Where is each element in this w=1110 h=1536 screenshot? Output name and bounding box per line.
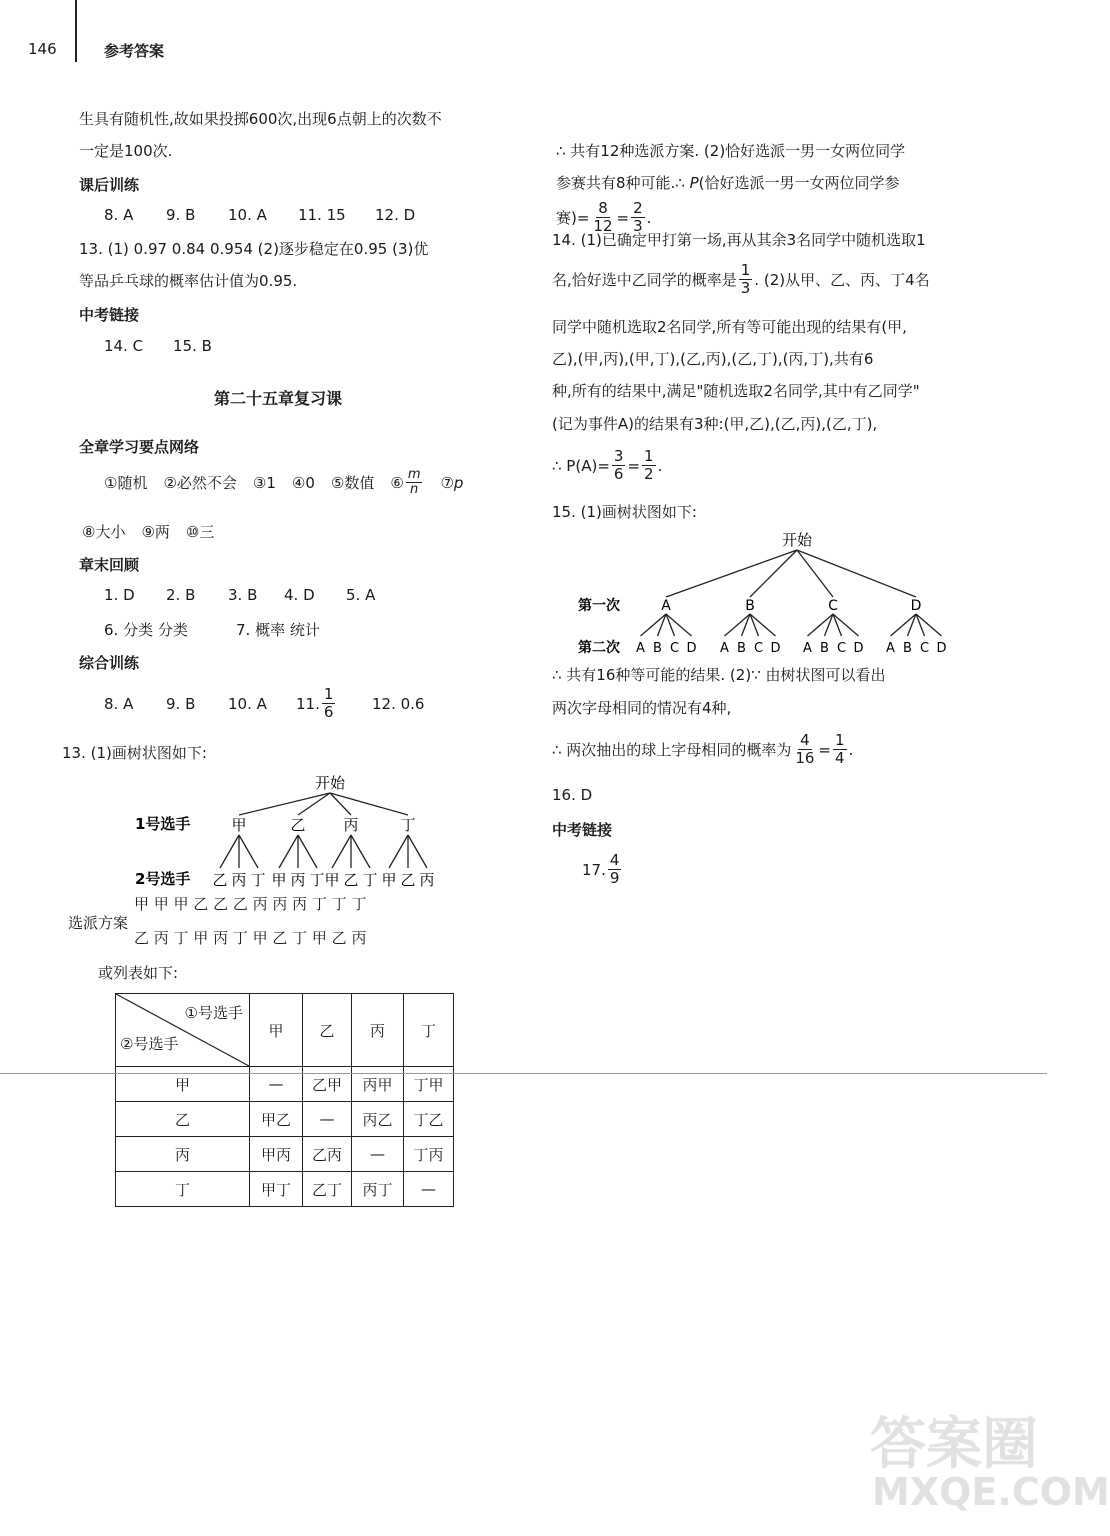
- tree-leaf: 丁: [362, 871, 378, 889]
- tree-leaf: 甲: [271, 871, 287, 889]
- tree-leaf: 丙: [290, 871, 306, 889]
- tree-leaf: 乙: [343, 871, 359, 889]
- answer-item: 14. C: [104, 337, 144, 355]
- tree-branches: [212, 793, 434, 889]
- table-row: [116, 1067, 454, 1102]
- q14-line-7: ∴ P(A)= $\frac{3}{6}$ = $\frac{1}{2}$ .: [552, 447, 663, 483]
- page-number: 146: [28, 40, 57, 58]
- tree-leaf: 丙: [419, 871, 435, 889]
- tree-diagram-letters: [575, 528, 975, 658]
- tree-leaf: C: [669, 641, 680, 656]
- tree-leaf: B: [737, 641, 746, 656]
- outline-item: ③1: [252, 473, 276, 492]
- right-line-2: 参赛共有8种可能.∴ P(恰好选派一男一女两位同学参: [556, 174, 900, 192]
- table-row-header: 甲: [116, 1067, 250, 1102]
- review-heading: 章末回顾: [79, 556, 140, 574]
- outline-item: ⑤数值: [330, 474, 375, 492]
- fraction: $\frac{2}{3}$: [633, 199, 643, 235]
- tree-leaf: 甲: [381, 871, 397, 889]
- table-row-header: 丙: [116, 1137, 250, 1172]
- table-cell: 乙丙: [303, 1137, 352, 1172]
- tree-branches: [636, 550, 946, 656]
- tree-node: 丁: [400, 816, 416, 834]
- tree-node: 丙: [343, 816, 359, 834]
- comprehensive-heading: 综合训练: [79, 654, 140, 672]
- fraction-m-over-n: $\frac{m}{n}$: [407, 467, 421, 497]
- answer-item: 9. B: [166, 694, 196, 713]
- table-corner-cell: [116, 994, 250, 1067]
- table-cell: —: [352, 1137, 404, 1172]
- outline-heading: 全章学习要点网络: [79, 438, 200, 456]
- table-cell: —: [250, 1067, 303, 1102]
- tree-edge: [389, 835, 408, 868]
- tree-edge: [279, 835, 298, 868]
- corner-top-label: ①号选手: [184, 1004, 243, 1022]
- answer-item: 8. A: [104, 206, 134, 224]
- tree-leaf: A: [636, 641, 645, 656]
- answer-item: 4. D: [284, 586, 315, 604]
- tree-edge: [750, 550, 797, 597]
- exam-link-heading: 中考链接: [79, 306, 140, 324]
- watermark-url: MXQE.COM: [872, 1470, 1110, 1514]
- tree-leaf: 丁: [309, 871, 325, 889]
- table-cell: —: [303, 1102, 352, 1137]
- tree-leaf: A: [803, 641, 812, 656]
- q15-intro: 15. (1)画树状图如下:: [552, 503, 697, 521]
- after-class-heading: 课后训练: [79, 176, 140, 194]
- outline-item-6: ⑥ $\frac{m}{n}$: [390, 467, 421, 497]
- answer-item: 3. B: [228, 586, 258, 604]
- table-cell: 丁丙: [404, 1137, 454, 1172]
- tree-edge: [666, 550, 797, 597]
- comprehensive-answers: [104, 686, 424, 721]
- tree-root: 开始: [781, 531, 813, 549]
- answer-item: 2. B: [166, 586, 196, 604]
- answer-item: 12. 0.6: [372, 694, 425, 713]
- answer-item: 12. D: [375, 206, 416, 224]
- tree-leaf: B: [653, 641, 662, 656]
- intro-line-1: 生具有随机性,故如果投掷600次,出现6点朝上的次数不: [79, 110, 442, 128]
- tree-node: C: [828, 598, 838, 614]
- table-column-header: 乙: [303, 994, 352, 1067]
- table-column-header: 丙: [352, 994, 404, 1067]
- outline-item: ⑩三: [185, 523, 215, 541]
- chapter-title: 第二十五章复习课: [214, 389, 343, 408]
- tree-leaf: D: [686, 641, 697, 656]
- q15-line-1: ∴ 共有16种等可能的结果. (2)∵ 由树状图可以看出: [552, 666, 886, 684]
- tree-root: 开始: [314, 774, 346, 792]
- table-cell: 甲丙: [250, 1137, 303, 1172]
- table-row: [116, 1102, 454, 1137]
- tree-edge: [220, 835, 239, 868]
- fraction: $\frac{1}{4}$: [835, 731, 845, 767]
- table-column-header: 丁: [404, 994, 454, 1067]
- tree-node: A: [661, 598, 671, 614]
- q13-intro: 13. (1)画树状图如下:: [62, 744, 207, 762]
- selection-table: [115, 993, 454, 1207]
- tree-leaf: 甲: [324, 871, 340, 889]
- tree-edge: [239, 793, 330, 815]
- q13-line-1: 13. (1) 0.97 0.84 0.954 (2)逐步稳定在0.95 (3)优: [79, 240, 429, 258]
- outline-item: ②必然不会: [163, 474, 237, 492]
- q13-line-2: 等品乒乓球的概率估计值为0.95.: [79, 272, 298, 290]
- answer-item: 10. A: [228, 694, 267, 713]
- plans-top: 甲 甲 甲 乙 乙 乙 丙 丙 丙 丁 丁 丁: [134, 895, 367, 913]
- corner-bottom-label: ②号选手: [120, 1035, 179, 1053]
- table-cell: 丙乙: [352, 1102, 404, 1137]
- table-cell: 丁甲: [404, 1067, 454, 1102]
- tree-node: 乙: [290, 816, 306, 834]
- tree-level-label: 第二次: [578, 640, 620, 656]
- table-cell: 甲丁: [250, 1172, 303, 1207]
- tree-leaf: D: [936, 641, 947, 656]
- table-row-header: 乙: [116, 1102, 250, 1137]
- tree-leaf: B: [820, 641, 829, 656]
- header-title: 参考答案: [104, 42, 165, 60]
- answer-item: 15. B: [173, 337, 212, 355]
- tree-leaf: C: [836, 641, 847, 656]
- table-cell: 乙甲: [303, 1067, 352, 1102]
- tree-leaf: C: [919, 641, 930, 656]
- q14-line-4: 乙),(甲,丙),(甲,丁),(乙,丙),(乙,丁),(丙,丁),共有6: [552, 350, 874, 368]
- q16-answer: 16. D: [552, 786, 593, 804]
- tree-node: 甲: [231, 816, 247, 834]
- fraction: $\frac{4}{16}$: [795, 731, 815, 767]
- q14-line-6: (记为事件A)的结果有3种:(甲,乙),(乙,丙),(乙,丁),: [552, 415, 878, 433]
- answer-item: 6. 分类 分类: [104, 621, 188, 639]
- tree-leaf: 丁: [250, 871, 266, 889]
- tree-edge: [351, 835, 370, 868]
- answer-item: 11. 15: [298, 206, 346, 224]
- answer-item: 7. 概率 统计: [236, 621, 320, 639]
- answer-item: 5. A: [346, 586, 376, 604]
- answer-item-11: 11. $\frac{1}{6}$: [296, 685, 334, 721]
- outline-item: ⑧大小: [82, 523, 126, 541]
- q14-line-3: 同学中随机选取2名同学,所有等可能出现的结果有(甲,: [552, 318, 907, 336]
- table-cell: 丙甲: [352, 1067, 404, 1102]
- tree-leaf: C: [753, 641, 764, 656]
- tree-node: D: [910, 598, 922, 614]
- tree-leaf: A: [720, 641, 729, 656]
- tree-level-label: 2号选手: [135, 870, 191, 888]
- tree-diagram-players: [125, 768, 455, 898]
- plans-bottom: 乙 丙 丁 甲 丙 丁 甲 乙 丁 甲 乙 丙: [134, 929, 367, 947]
- plans-label: 选派方案: [68, 914, 129, 932]
- table-intro: 或列表如下:: [98, 964, 179, 982]
- table-cell: 丁乙: [404, 1102, 454, 1137]
- answer-item: 10. A: [228, 206, 267, 224]
- tree-leaf: 乙: [400, 871, 416, 889]
- fraction: $\frac{1}{3}$: [740, 261, 751, 297]
- fraction: $\frac{1}{6}$: [323, 685, 334, 721]
- fraction: $\frac{4}{9}$: [609, 851, 620, 887]
- table-column-header: 甲: [250, 994, 303, 1067]
- q14-line-1: 14. (1)已确定甲打第一场,再从其余3名同学中随机选取1: [552, 231, 926, 249]
- tree-leaf: A: [886, 641, 895, 656]
- q15-line-2: 两次字母相同的情况有4种,: [552, 699, 732, 717]
- q14-line-2: 名,恰好选中乙同学的概率是 $\frac{1}{3}$ . (2)从甲、乙、丙、丁4名: [552, 261, 930, 297]
- tree-level-label: 第一次: [578, 598, 620, 614]
- fraction: $\frac{8}{12}$: [593, 199, 613, 235]
- outline-item: ①随机: [104, 474, 148, 492]
- answer-item: 1. D: [104, 586, 135, 604]
- q17-answer: 17. $\frac{4}{9}$: [582, 851, 620, 887]
- tree-leaf: 乙: [212, 871, 228, 889]
- table-row-header: 丁: [116, 1172, 250, 1207]
- table-cell: 乙丁: [303, 1172, 352, 1207]
- outline-item: ④0: [291, 473, 315, 492]
- fraction: $\frac{1}{2}$: [644, 447, 654, 483]
- table-row: [116, 1172, 454, 1207]
- tree-edge: [330, 793, 408, 815]
- answer-item: 8. A: [104, 694, 134, 713]
- right-line-1: ∴ 共有12种选派方案. (2)恰好选派一男一女两位同学: [556, 142, 906, 160]
- tree-node: B: [745, 598, 755, 614]
- table-header-row: [116, 994, 454, 1067]
- table-row: [116, 1137, 454, 1172]
- q15-line-3: ∴ 两次抽出的球上字母相同的概率为 $\frac{4}{16}$ = $\frac{1}{4}$ .: [552, 731, 854, 767]
- intro-line-2: 一定是100次.: [79, 142, 173, 160]
- table-cell: —: [404, 1172, 454, 1207]
- tree-edge: [239, 835, 258, 868]
- table-cell: 甲乙: [250, 1102, 303, 1137]
- outline-row-2: [82, 521, 214, 542]
- outline-item: ⑨两: [141, 523, 170, 541]
- tree-edge: [298, 835, 317, 868]
- tree-edge: [332, 835, 351, 868]
- tree-leaf: B: [903, 641, 912, 656]
- watermark-brand: 答案圈: [870, 1412, 1038, 1477]
- q14-line-5: 种,所有的结果中,满足"随机选取2名同学,其中有乙同学": [552, 382, 920, 400]
- right-line-3: 赛)= $\frac{8}{12}$ = $\frac{2}{3}$ .: [556, 199, 652, 235]
- tree-leaf: D: [853, 641, 864, 656]
- header-divider: [75, 0, 77, 62]
- tree-level-label: 1号选手: [135, 815, 191, 833]
- tree-leaf: 丙: [231, 871, 247, 889]
- page-divider: [0, 1073, 1047, 1074]
- fraction: $\frac{3}{6}$: [613, 447, 624, 483]
- table-cell: 丙丁: [352, 1172, 404, 1207]
- outline-row-1: [104, 468, 463, 497]
- tree-edge: [408, 835, 427, 868]
- exam-link-heading: 中考链接: [552, 821, 613, 839]
- outline-item: ⑦p: [440, 473, 464, 492]
- tree-leaf: D: [770, 641, 781, 656]
- answer-item: 9. B: [166, 206, 196, 224]
